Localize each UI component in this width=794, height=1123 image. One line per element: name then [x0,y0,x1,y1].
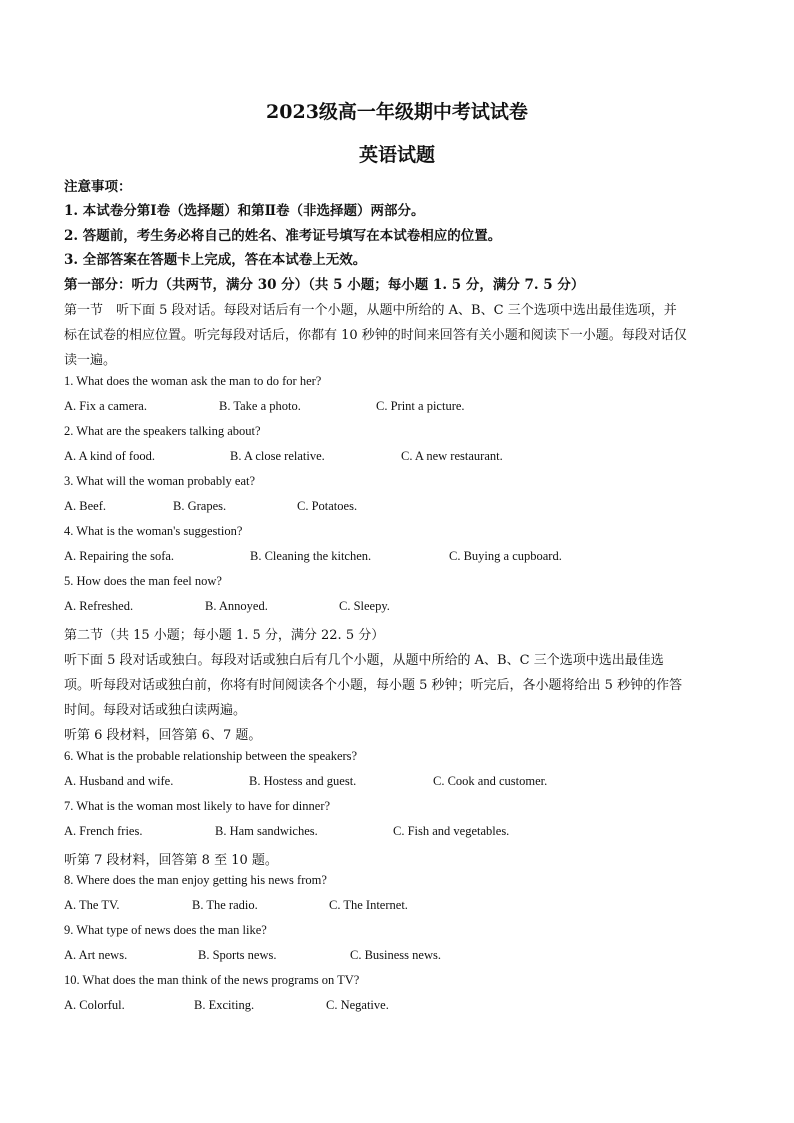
option-9a: A. Art news. [64,948,128,962]
section2-instructions-line-2: 项。听每段对话或独白前，你将有时间阅读各个小题，每小题 5 秒钟；听完后，各小题将给出 5 秒钟的作答 [64,678,683,693]
option-3c: C. Potatoes. [297,499,358,513]
section1-instructions-line-1: 第一节 听下面 5 段对话。每段对话后有一个小题，从题中所给的 A、B、C 三个选项中选出最佳选项，并 [64,303,677,318]
section2-instructions-line-1: 听下面 5 段对话或独白。每段对话或独白后有几个小题，从题中所给的 A、B、C 三个选项中选出最佳选 [64,653,664,668]
option-7b: B. Ham sandwiches. [215,824,318,838]
option-8b: B. The radio. [192,898,258,912]
notes-item-2: 2. 答题前，考生务必将自己的姓名、准考证号填写在本试卷相应的位置。 [64,228,502,244]
option-5a: A. Refreshed. [64,599,134,613]
question-8: 8. Where does the man enjoy getting his news from? [64,873,327,887]
option-4c: C. Buying a cupboard. [449,549,562,563]
notes-heading: 注意事项： [64,179,132,195]
material-7-prompt: 听第 7 段材料，回答第 8 至 10 题。 [64,853,278,868]
option-3b: B. Grapes. [173,499,227,513]
question-5: 5. How does the man feel now? [64,574,222,588]
option-7c: C. Fish and vegetables. [393,824,510,838]
question-7: 7. What is the woman most likely to have for dinner? [64,799,331,813]
option-2b: B. A close relative. [230,449,325,463]
section2-instructions-line-3: 时间。每段对话或独白读两遍。 [64,703,247,718]
section1-instructions-line-3: 读一遍。 [64,353,117,368]
option-6c: C. Cook and customer. [433,774,548,788]
option-4b: B. Cleaning the kitchen. [250,549,372,563]
option-9c: C. Business news. [350,948,441,962]
option-10b: B. Exciting. [194,998,255,1012]
exam-subtitle: 英语试题 [358,144,435,166]
option-10c: C. Negative. [326,998,389,1012]
question-2: 2. What are the speakers talking about? [64,424,261,438]
option-8a: A. The TV. [64,898,120,912]
option-1c: C. Print a picture. [376,399,465,413]
question-4: 4. What is the woman's suggestion? [64,524,243,538]
notes-item-3: 3. 全部答案在答题卡上完成，答在本试卷上无效。 [64,252,367,268]
material-6-prompt: 听第 6 段材料，回答第 6、7 题。 [64,728,262,743]
option-1b: B. Take a photo. [219,399,301,413]
option-6a: A. Husband and wife. [64,774,174,788]
option-5b: B. Annoyed. [205,599,268,613]
option-5c: C. Sleepy. [339,599,390,613]
option-7a: A. French fries. [64,824,143,838]
question-3: 3. What will the woman probably eat? [64,474,256,488]
option-10a: A. Colorful. [64,998,125,1012]
option-9b: B. Sports news. [198,948,277,962]
option-8c: C. The Internet. [329,898,408,912]
question-9: 9. What type of news does the man like? [64,923,267,937]
option-6b: B. Hostess and guest. [249,774,357,788]
question-1: 1. What does the woman ask the man to do for her? [64,374,322,388]
option-1a: A. Fix a camera. [64,399,147,413]
part1-heading: 第一部分：听力（共两节，满分 30 分）（共 5 小题；每小题 1. 5 分，满分 7. 5 分） [64,277,585,293]
question-6: 6. What is the probable relationship between the speakers? [64,749,358,763]
option-4a: A. Repairing the sofa. [64,549,175,563]
section2-heading: 第二节（共 15 小题；每小题 1. 5 分，满分 22. 5 分） [64,628,385,643]
option-3a: A. Beef. [64,499,106,513]
section1-instructions-line-2: 标在试卷的相应位置。听完每段对话后，你都有 10 秒钟的时间来回答有关小题和阅读下一小题。每段对话仅 [64,328,687,343]
exam-title: 2023级高一年级期中考试试卷 [266,101,528,123]
question-10: 10. What does the man think of the news programs on TV? [64,973,360,987]
option-2c: C. A new restaurant. [401,449,503,463]
notes-item-1: 1. 本试卷分第Ⅰ卷（选择题）和第Ⅱ卷（非选择题）两部分。 [64,203,425,219]
option-2a: A. A kind of food. [64,449,155,463]
